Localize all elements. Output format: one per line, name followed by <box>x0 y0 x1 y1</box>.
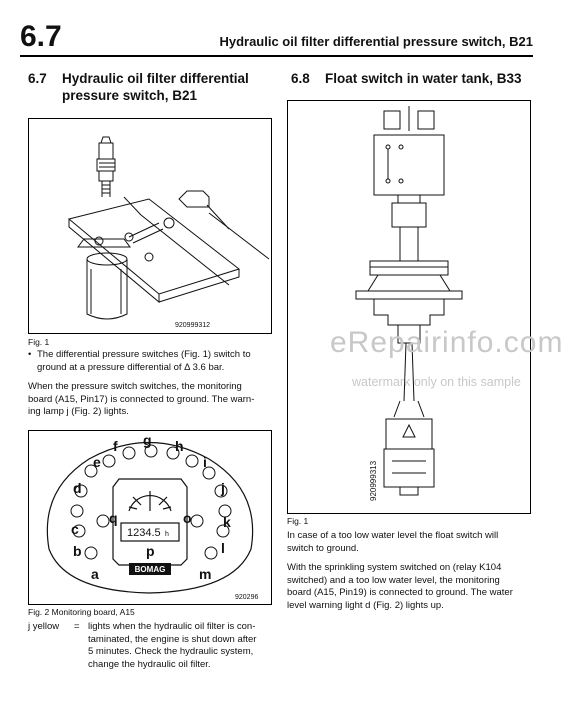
section-67-title-line2: pressure switch, B21 <box>62 88 198 103</box>
figure2-code: 920296 <box>235 594 259 601</box>
section-68-number: 6.8 <box>291 71 310 86</box>
bullet-line1: The differential pressure switches (Fig. 1) switch to <box>37 349 251 360</box>
section-67-title <box>28 70 249 104</box>
monitoring-line3: ing lamp j (Fig. 2) lights. <box>28 406 129 417</box>
float-paragraph-1 <box>287 530 532 555</box>
section-67-title-line1: Hydraulic oil filter differential <box>62 71 249 86</box>
board-label-d: d <box>73 480 82 496</box>
board-label-p: p <box>146 543 155 559</box>
board-logo: BOMAG <box>134 565 166 574</box>
board-label-j: j <box>221 480 225 496</box>
section-68-title <box>291 70 522 87</box>
board-label-e: e <box>93 454 101 470</box>
section-67-number: 6.7 <box>28 71 47 86</box>
float-p1-line1: In case of a too low water level the float switch will <box>287 530 499 541</box>
board-label-b: b <box>73 543 82 559</box>
board-label-i: i <box>203 454 207 470</box>
figure1-caption: Fig. 1 <box>28 337 50 347</box>
j-equals: = <box>74 621 80 632</box>
float-p2-line2: switched) and a too low water level, the monitoring <box>287 574 500 586</box>
float-figure-caption: Fig. 1 <box>287 516 309 526</box>
board-label-h: h <box>175 438 184 454</box>
monitoring-board-drawing <box>29 431 271 604</box>
bullet-pressure-differential <box>28 349 273 374</box>
j-line4: change the hydraulic oil filter. <box>88 658 211 670</box>
board-label-a: a <box>91 566 99 582</box>
figure2-caption: Fig. 2 Monitoring board, A15 <box>28 607 135 617</box>
board-display-value: 1234.5 <box>127 527 161 539</box>
bullet-dot: • <box>28 349 32 360</box>
j-term: j yellow <box>28 621 60 632</box>
float-switch-drawing <box>288 101 530 513</box>
figure1-code: 920999312 <box>175 322 211 329</box>
board-label-o: o <box>183 510 192 526</box>
bullet-line2: ground at a pressure differential of Δ 3.6 bar. <box>37 361 225 373</box>
float-p2-line3: board (A15, Pin19) is connected to ground. The water <box>287 587 513 598</box>
board-display-unit: h <box>165 531 169 538</box>
board-label-k: k <box>223 514 231 530</box>
j-line2: taminated, the engine is shut down after <box>88 633 257 645</box>
board-label-m: m <box>199 566 212 582</box>
monitoring-line1: When the pressure switch switches, the monitoring <box>28 381 242 392</box>
float-p2-line1: With the sprinkling system switched on (relay K104 <box>287 562 502 573</box>
figure-pressure-switch <box>28 118 272 334</box>
monitoring-line2: board (A15, Pin17) is connected to ground. The warn- <box>28 393 255 405</box>
pressure-switch-drawing <box>29 119 271 333</box>
j-yellow-definition <box>28 621 273 671</box>
watermark-note: watermark only on this sample <box>352 375 521 389</box>
watermark-site: eRepairinfo.com <box>330 326 564 359</box>
board-label-f: f <box>113 438 118 454</box>
section-68-title-text: Float switch in water tank, B33 <box>325 71 522 86</box>
running-header-title: Hydraulic oil filter differential pressure switch, B21 <box>219 34 533 49</box>
chapter-number: 6.7 <box>20 20 62 53</box>
board-label-q: q <box>109 510 118 526</box>
figure-monitoring-board <box>28 430 272 605</box>
j-line1: lights when the hydraulic oil filter is con- <box>88 621 256 632</box>
figure-float-switch <box>287 100 531 514</box>
board-label-l: l <box>221 540 225 556</box>
float-paragraph-2 <box>287 562 532 612</box>
float-figure-code: 920999313 <box>369 460 378 501</box>
float-p1-line2: switch to ground. <box>287 542 359 554</box>
float-p2-line4: level warning light d (Fig. 2) lights up. <box>287 599 444 611</box>
header-rule <box>20 55 533 57</box>
j-line3: 5 minutes. Check the hydraulic system, <box>88 646 254 657</box>
board-label-g: g <box>143 432 152 448</box>
board-label-c: c <box>71 521 79 537</box>
monitoring-paragraph <box>28 381 273 419</box>
